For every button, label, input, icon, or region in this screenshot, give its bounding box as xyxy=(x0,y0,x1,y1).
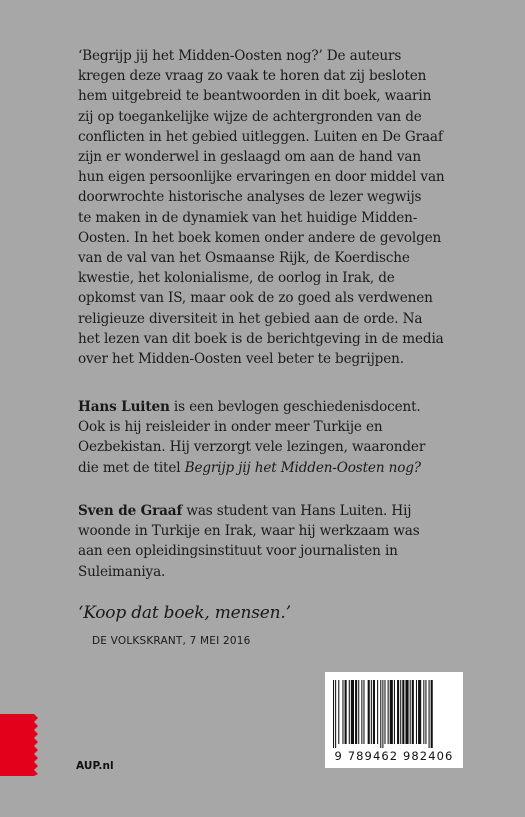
blurb-line: conflicten in het gebied uitleggen. Luiten en De Graaf xyxy=(78,128,443,145)
barcode-bar xyxy=(377,680,378,744)
bio-line: Hans Luiten is een bevlogen geschiedenisdocent. xyxy=(78,399,421,415)
publisher-url: AUP.nl xyxy=(76,760,114,772)
barcode-bar xyxy=(402,680,404,744)
barcode-bar xyxy=(338,680,339,744)
barcode-bar xyxy=(412,680,414,744)
barcode-bar xyxy=(361,680,362,744)
blurb-line: hun eigen persoonlijke ervaringen en door middel van xyxy=(78,169,445,186)
blurb-text xyxy=(78,46,478,369)
barcode-bar xyxy=(418,680,421,744)
author-bio-hans-luiten xyxy=(78,397,478,478)
blurb-line: kregen deze vraag zo vaak te horen dat zij besloten xyxy=(78,68,427,85)
barcode-bar xyxy=(410,680,411,744)
author-bio-sven-de-graaf xyxy=(78,501,478,582)
barcode-bar xyxy=(431,680,433,748)
barcode-bar xyxy=(371,680,372,744)
bio-line: aan een opleidingsinstituut voor journalisten in xyxy=(78,543,398,560)
quote-source: DE VOLKSKRANT, 7 MEI 2016 xyxy=(92,635,251,647)
author-name: Hans Luiten xyxy=(78,399,170,415)
barcode-bar xyxy=(335,680,336,748)
blurb-line: het lezen van dit boek is de berichtgeving in de media xyxy=(78,330,444,347)
barcode-bar xyxy=(416,680,417,744)
barcode-bar xyxy=(358,680,359,744)
press-quote: ‘Koop dat boek, mensen.’ xyxy=(78,603,291,623)
barcode-bar xyxy=(368,680,370,744)
barcode-bar xyxy=(388,680,389,744)
blurb-line: ‘Begrijp jij het Midden-Oosten nog?’ De auteurs xyxy=(78,48,402,64)
barcode-bar xyxy=(342,680,343,744)
barcode-bar xyxy=(351,680,354,744)
barcode-bar xyxy=(400,680,401,744)
blurb-line: doorwrochte historische analyses de lezer wegwijs xyxy=(78,189,422,206)
barcode-bar xyxy=(405,680,408,744)
blurb-line: over het Midden-Oosten veel beter te begrijpen. xyxy=(78,351,404,368)
barcode-bar xyxy=(394,680,395,744)
blurb-line: Oosten. In het boek komen onder andere de gevolgen xyxy=(78,229,442,246)
author-name: Sven de Graaf xyxy=(78,503,183,519)
bio-line: Ook is hij reisleider in onder meer Turkije en xyxy=(78,419,383,436)
barcode-bar xyxy=(345,680,347,744)
lecture-title: Begrijp jij het Midden-Oosten nog? xyxy=(184,459,421,476)
barcode-bar xyxy=(373,680,375,744)
barcode-bar xyxy=(380,680,381,748)
bio-line: woonde in Turkije en Irak, waar hij werkzaam was xyxy=(78,523,420,540)
blurb-line: opkomst van IS, maar ook de zo goed als verdwenen xyxy=(78,290,433,307)
blurb-line: van de val van het Osmaanse Rijk, de Koerdische xyxy=(78,250,410,267)
barcode-bar xyxy=(363,680,364,744)
bio-line: die met de titel Begrijp jij het Midden-Oosten nog? xyxy=(78,459,421,476)
blurb-line: te maken in de dynamiek van het huidige Midden- xyxy=(78,209,418,226)
barcode-bar xyxy=(384,680,385,744)
bio-line: Suleimaniya. xyxy=(78,563,166,580)
isbn-number: 9 789462 982406 xyxy=(334,749,454,763)
blurb-line: zij op toegankelijke wijze de achtergronden van de xyxy=(78,108,422,125)
blurb-line: zijn er wonderwel in geslaagd om aan de hand van xyxy=(78,149,421,166)
barcode-bars xyxy=(331,680,457,748)
barcode-bar xyxy=(333,680,334,748)
barcode-bar xyxy=(425,680,426,744)
blurb-line: hem uitgebreid te beantwoorden in dit boek, waarin xyxy=(78,88,432,105)
barcode-bar xyxy=(423,680,424,744)
blurb-line: religieuze diversiteit in het gebied aan de orde. Na xyxy=(78,310,423,327)
aup-logo-icon xyxy=(0,714,40,776)
isbn-barcode xyxy=(325,672,463,768)
bio-line: Sven de Graaf was student van Hans Luiten. Hij xyxy=(78,503,412,519)
barcode-bar xyxy=(429,680,430,748)
barcode-bar xyxy=(355,680,357,744)
barcode-bar xyxy=(349,680,350,744)
barcode-bar xyxy=(397,680,399,744)
barcode-bar xyxy=(390,680,393,744)
blurb-line: kwestie, het kolonialisme, de oorlog in Irak, de xyxy=(78,270,395,287)
bio-line: Oezbekistan. Hij verzorgt vele lezingen, waaronder xyxy=(78,439,426,456)
barcode-bar xyxy=(382,680,383,748)
